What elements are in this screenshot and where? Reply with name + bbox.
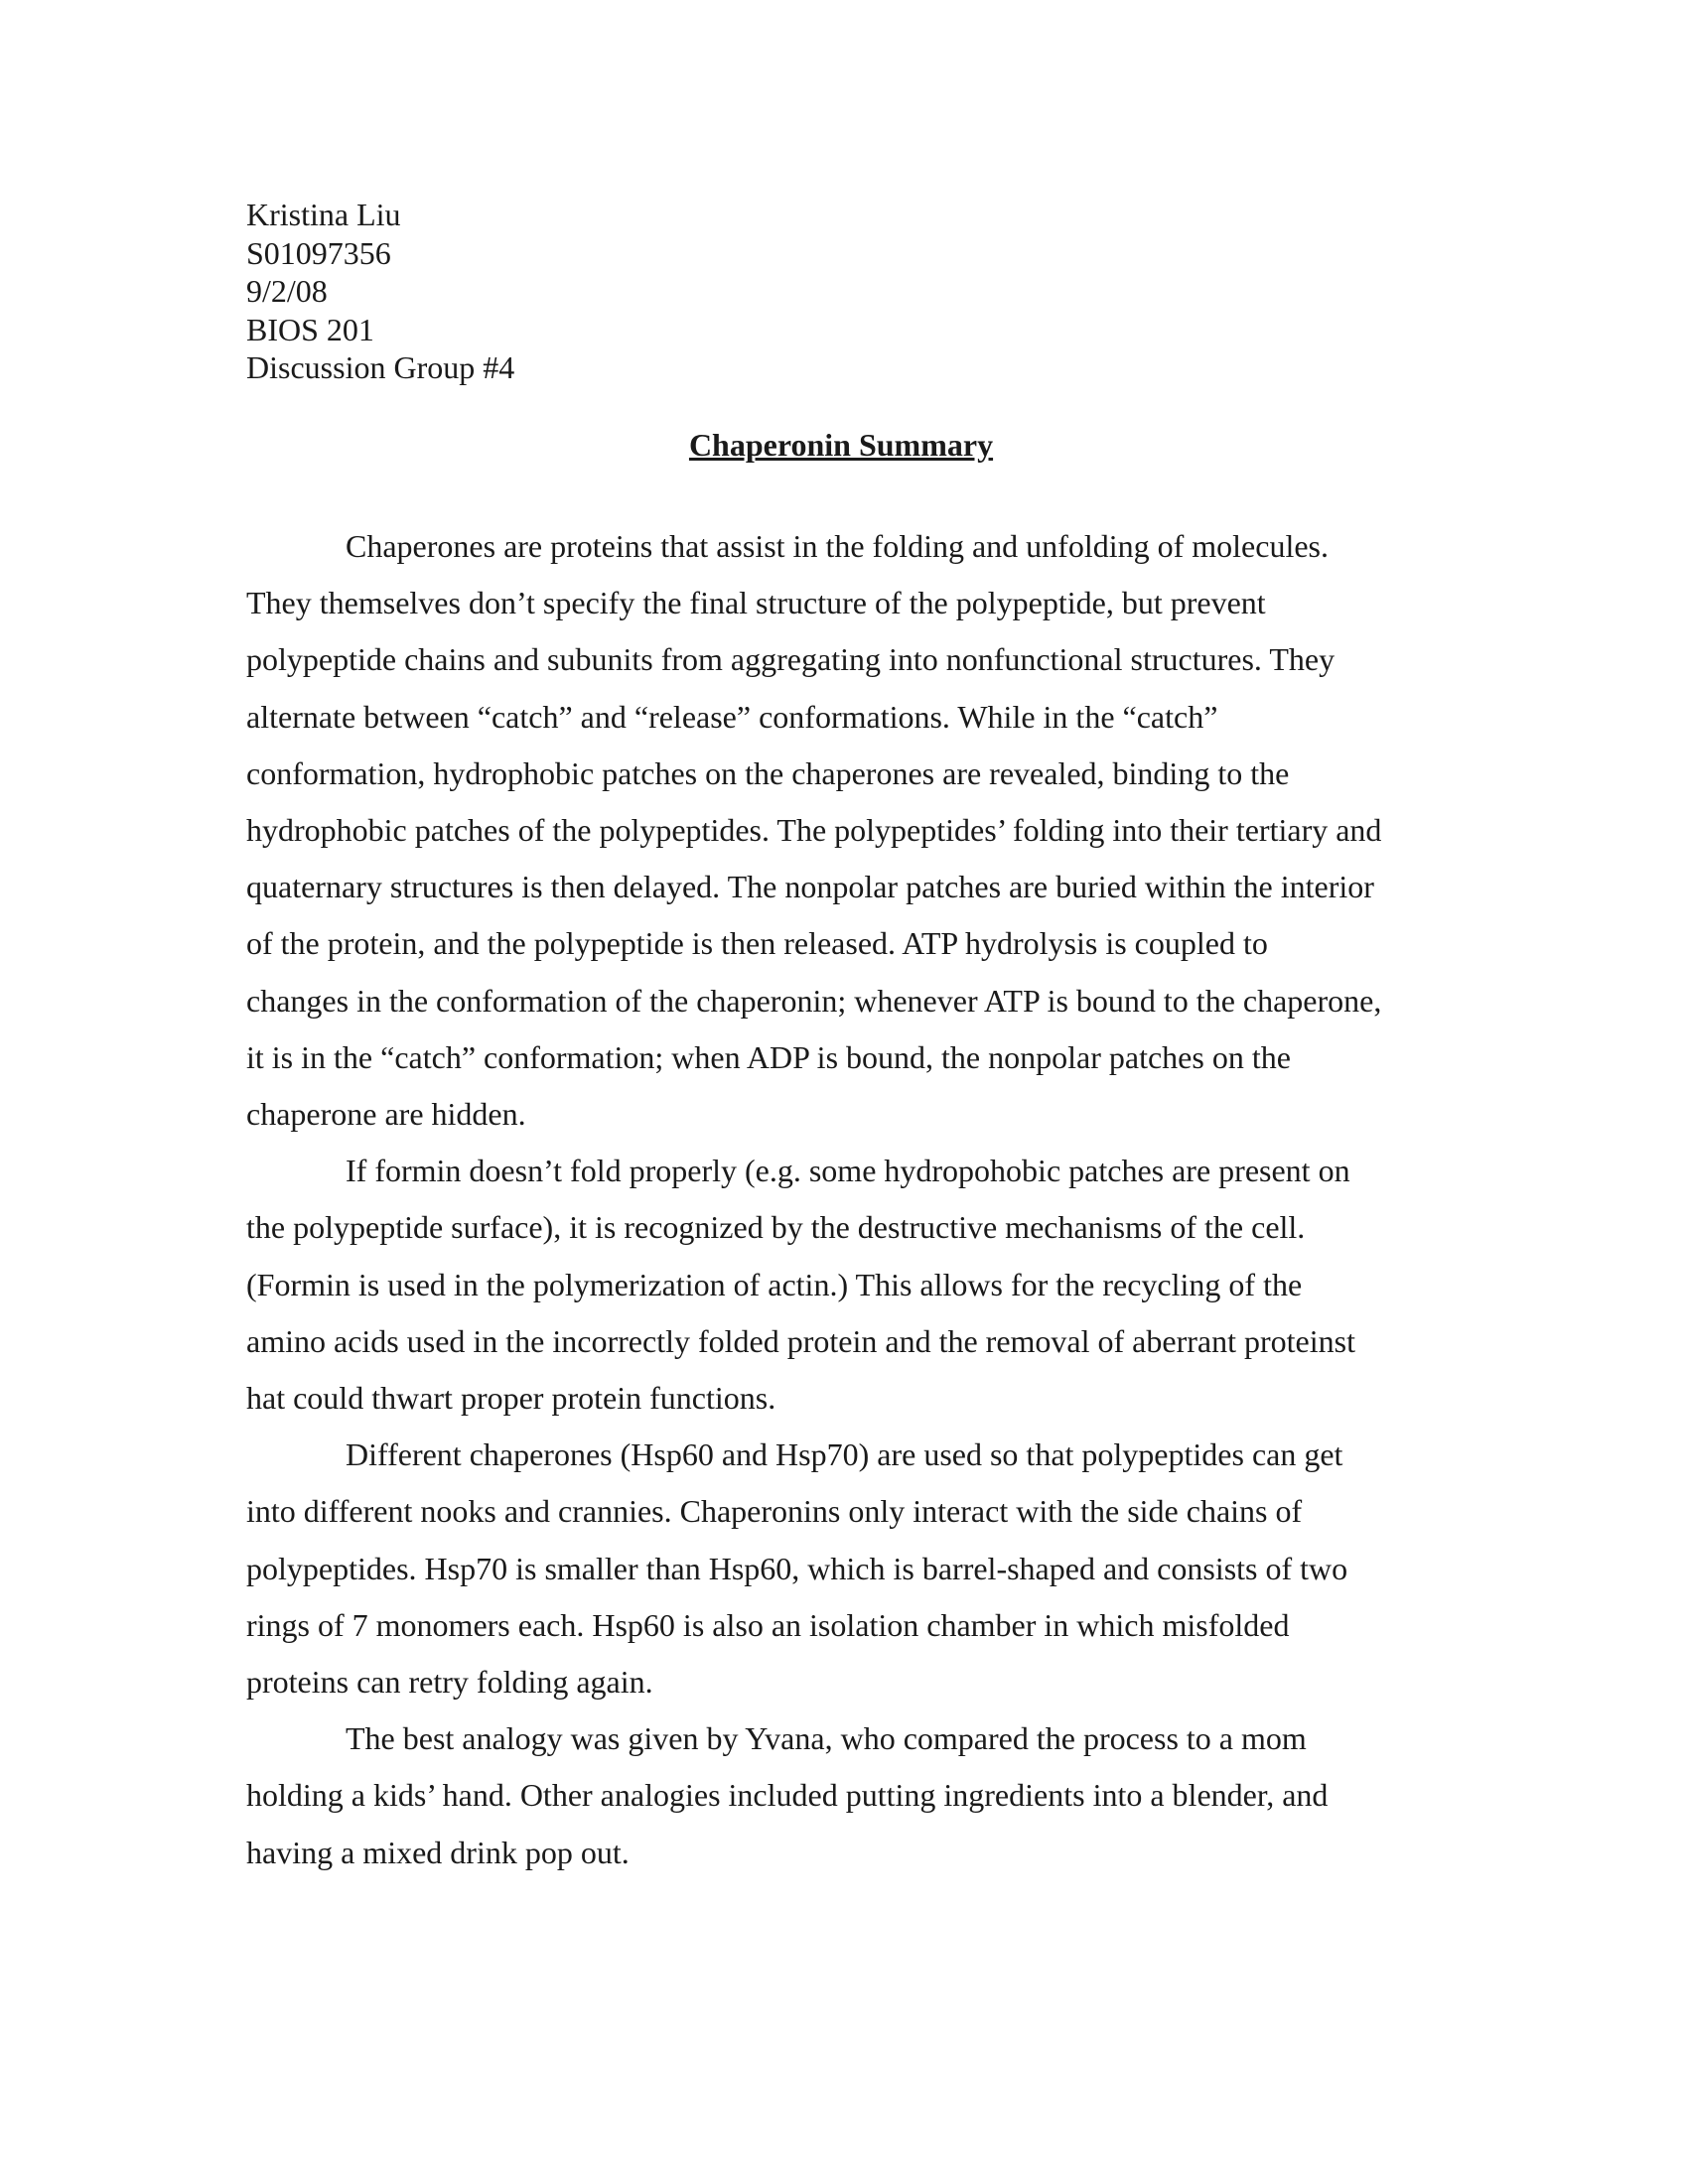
text-line: (Formin is used in the polymerization of actin.) This allows for the recycling of the — [246, 1266, 1303, 1302]
text-line: having a mixed drink pop out. — [246, 1834, 630, 1870]
text-line: hydrophobic patches of the polypeptides. The polypeptides’ folding into their tertiary and — [246, 812, 1382, 849]
document-title: Chaperonin Summary — [688, 427, 994, 463]
text-line: alternate between “catch” and “release” conformations. While in the “catch” — [246, 698, 1218, 735]
text-line: rings of 7 monomers each. Hsp60 is also an isolation chamber in which misfolded — [246, 1606, 1290, 1643]
text-line: changes in the conformation of the chaperonin; whenever ATP is bound to the chaperone, — [246, 982, 1382, 1019]
text-line: quaternary structures is then delayed. The nonpolar patches are buried within the interior — [246, 869, 1374, 905]
discussion-group: Discussion Group #4 — [246, 349, 515, 385]
text-line: the polypeptide surface), it is recognized by the destructive mechanisms of the cell. — [246, 1209, 1306, 1246]
text-line: holding a kids’ hand. Other analogies included putting ingredients into a blender, and — [246, 1777, 1329, 1814]
student-id: S01097356 — [246, 234, 391, 271]
text-line: into different nooks and crannies. Chaperonins only interact with the side chains of — [246, 1493, 1303, 1530]
text-line: Chaperones are proteins that assist in the folding and unfolding of molecules. — [346, 528, 1329, 564]
text-line: of the protein, and the polypeptide is then released. ATP hydrolysis is coupled to — [246, 925, 1268, 962]
paragraph-2 — [246, 1143, 1448, 1427]
author-name: Kristina Liu — [246, 197, 401, 232]
author-header — [246, 196, 514, 387]
text-line: hat could thwart proper protein functions. — [246, 1380, 776, 1417]
text-line: polypeptide chains and subunits from aggregating into nonfunctional structures. They — [246, 641, 1336, 678]
text-line: The best analogy was given by Yvana, who compared the process to a mom — [346, 1720, 1307, 1757]
text-line: They themselves don’t specify the final structure of the polypeptide, but prevent — [246, 585, 1266, 621]
paragraph-1 — [246, 518, 1448, 1143]
document-body — [246, 518, 1448, 1881]
text-line: conformation, hydrophobic patches on the chaperones are revealed, binding to the — [246, 754, 1290, 791]
text-line: chaperone are hidden. — [246, 1096, 526, 1133]
text-line: polypeptides. Hsp70 is smaller than Hsp60, which is barrel-shaped and consists of two — [246, 1550, 1348, 1586]
paragraph-3 — [246, 1427, 1448, 1710]
text-line: Different chaperones (Hsp60 and Hsp70) are used so that polypeptides can get — [346, 1436, 1343, 1473]
text-line: amino acids used in the incorrectly folded protein and the removal of aberrant proteinst — [246, 1322, 1355, 1359]
paragraph-4 — [246, 1710, 1448, 1881]
course-code: BIOS 201 — [246, 311, 374, 347]
date: 9/2/08 — [246, 273, 328, 309]
text-line: it is in the “catch” conformation; when ADP is bound, the nonpolar patches on the — [246, 1038, 1291, 1075]
text-line: proteins can retry folding again. — [246, 1664, 653, 1701]
text-line: If formin doesn’t fold properly (e.g. some hydropohobic patches are present on — [346, 1153, 1350, 1189]
